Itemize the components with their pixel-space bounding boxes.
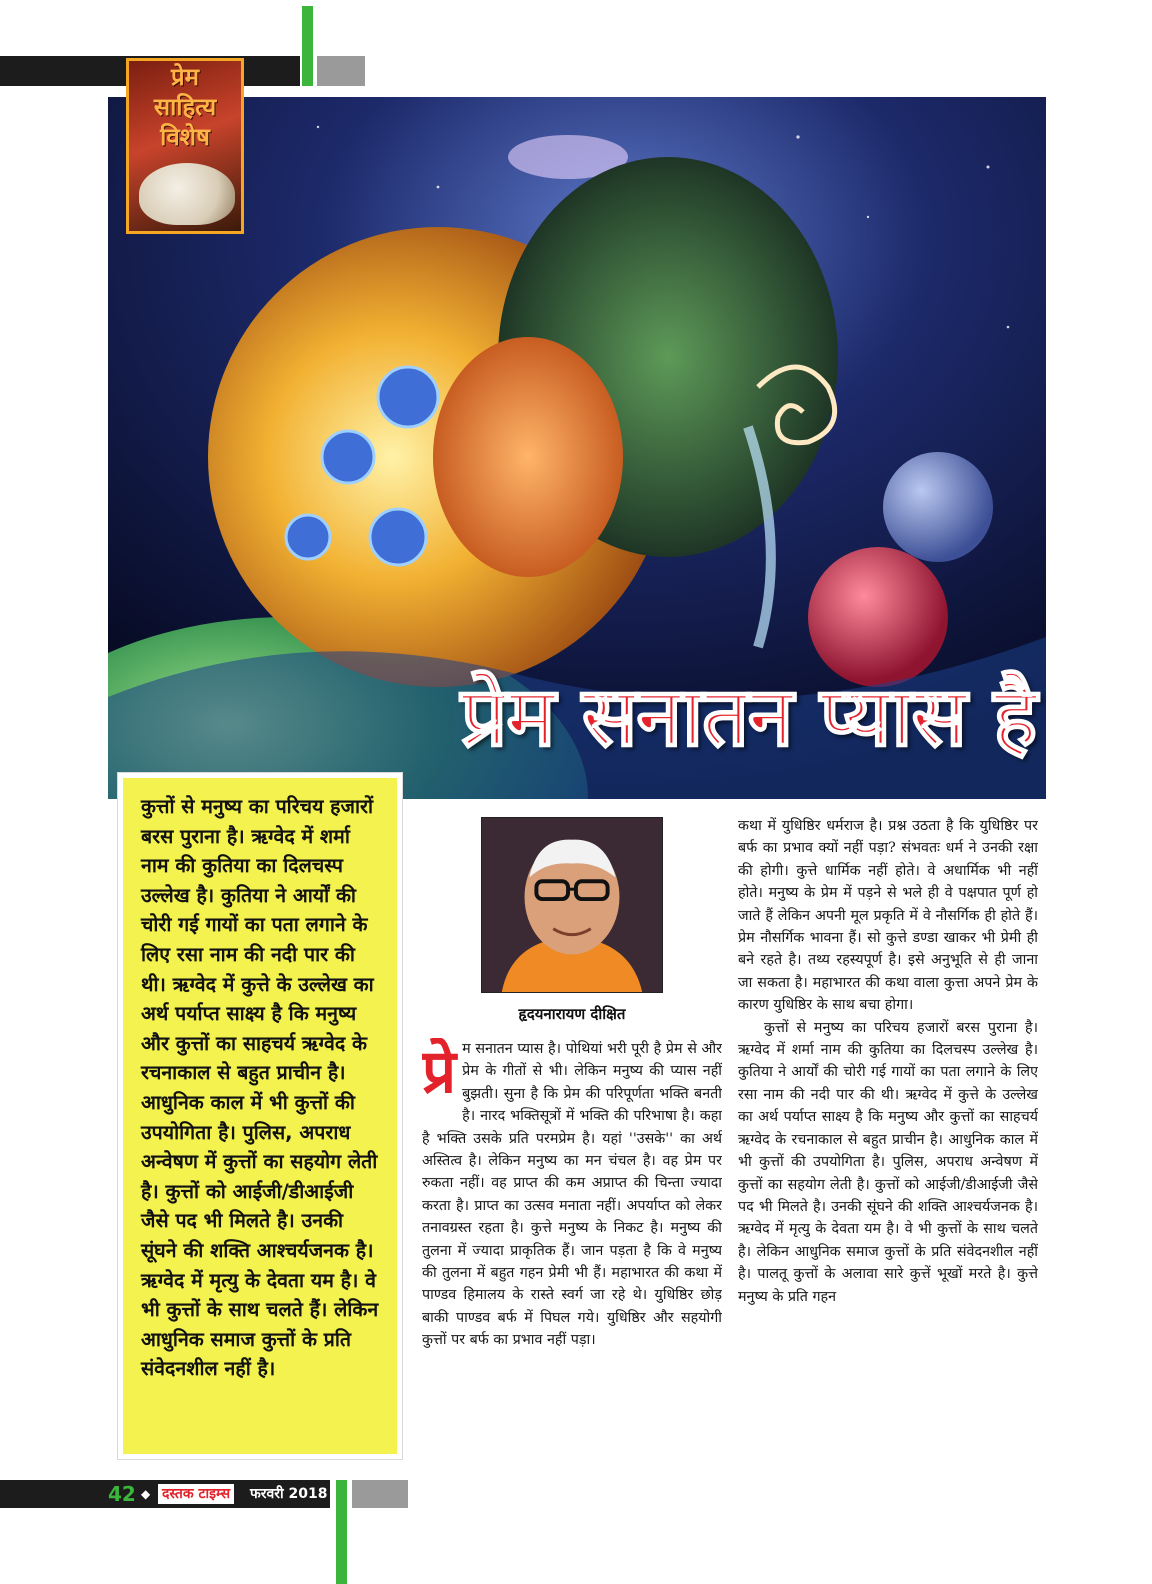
badge-face-image xyxy=(139,163,235,225)
header-grey-bar xyxy=(317,56,365,86)
article-paragraph-2: कथा में युधिष्ठिर धर्मराज है। प्रश्न उठता है कि युधिष्ठिर पर बर्फ का प्रभाव क्यों नहीं पड़ा? संभवतः धर्म ने उनकी रक्षा की होगी। कुत्ते धार्मिक नहीं होते। वे अधार्मिक भी नहीं होते। मनुष्य के प्रेम में पड़ने से भले ही वे पक्षपात पूर्ण हो जाते हैं लेकिन अपनी मूल प्रकृति में वे नौसर्गिक ही होते हैं। प्रेम नौसर्गिक भावना हैं। सो कुत्ते डण्डा खाकर भी प्रेमी ही बने रहते है। तथ्य रहस्यपूर्ण है। इसे अनुभूति से ही जाना जा सकता है। महाभारत की कथा वाला कुत्ता अपने प्रेम के कारण युधिष्ठिर के साथ बचा होगा। xyxy=(738,818,1038,1014)
magazine-name: दस्तक टाइम्स xyxy=(158,1484,234,1504)
article-column-right xyxy=(738,815,1038,1465)
badge-line-3: विशेष xyxy=(160,124,210,151)
drop-cap: प्रे xyxy=(422,1038,457,1107)
page-number: 42 xyxy=(108,1482,136,1506)
badge-line-2: साहित्य xyxy=(153,94,217,121)
article-paragraph-1-text: म सनातन प्यास है। पोथियां भरी पूरी है प्रेम से और प्रेम के गीतों से भी। लेकिन मनुष्य की प्यास नहीं बुझती। सुना है कि प्रेम की परिपूर्णता भक्ति बनती है। नारद भक्तिसूत्रों में भक्ति की परिभाषा है। कहा है भक्ति उसके प्रति परमप्रेम है। यहां ''उसके'' का अर्थ अस्तित्व है। लेकिन मनुष्य का मन चंचल है। वह प्रेम पर रुकता नहीं। वह प्राप्त की कम अप्राप्त की चिन्ता ज्यादा करता है। प्राप्त का उत्सव मनाता नहीं। अपर्याप्त को लेकर तनावग्रस्त रहता है। कुत्ते मनुष्य के निकट है। मनुष्य की तुलना में ज्यादा प्राकृतिक हैं। जान पड़ता है कि वे मनुष्य की तुलना में बहुत गहन प्रेमी भी हैं। महाभारत की कथा में पाण्डव हिमालय के रास्ते स्वर्ग जा रहे थे। युधिष्ठिर छोड़ बाकी पाण्डव बर्फ में पिघल गये। युधिष्ठिर और सहयोगी कुत्तों पर बर्फ का प्रभाव नहीं पड़ा। xyxy=(422,1041,722,1349)
author-name: हृदयनारायण दीक्षित xyxy=(518,1005,626,1023)
author-portrait xyxy=(482,818,662,992)
article-paragraph-3: कुत्तों से मनुष्य का परिचय हजारों बरस पुराना है। ऋग्वेद में शर्मा नाम की कुतिया का दिलचस्प उल्लेख है। कुतिया ने आर्यों की चोरी गई गायों का पता लगाने के लिए रसा नाम की नदी पार की थी। ऋग्वेद में कुत्ते के उल्लेख का अर्थ पर्याप्त साक्ष्य है कि मनुष्य और कुत्तों का साहचर्य ऋग्वेद के रचनाकाल से बहुत प्राचीन है। आधुनिक काल में भी कुत्तों की उपयोगिता है। पुलिस, अपराध अन्वेषण में कुत्तों का सहयोग लेती है। कुत्तों को आईजी/डीआईजी जैसे पद भी मिलते है। उनकी सूंघने की शक्ति आश्चर्यजनक है। ऋग्वेद में मृत्यु के देवता यम है। वे भी कुत्तों के साथ चलते है। लेकिन आधुनिक समाज कुत्तों के प्रति संवेदनशील नहीं है। पालतू कुत्तों के अलावा सारे कुत्तें भूखों मरते है। कुत्ते मनुष्य के प्रति गहन xyxy=(738,1019,1038,1305)
footer-separator: ◆ xyxy=(141,1487,151,1501)
issue-date: फरवरी 2018 xyxy=(250,1486,328,1502)
article-headline: प्रेम सनातन प्यास है xyxy=(460,670,1036,765)
footer-green-bar xyxy=(336,1480,347,1584)
pull-quote-box xyxy=(118,773,402,1459)
section-badge xyxy=(126,58,244,234)
pull-quote-text: कुत्तों से मनुष्य का परिचय हजारों बरस पुराना है। ऋग्वेद में शर्मा नाम की कुतिया का दिलचस्प उल्लेख है। कुतिया ने आर्यों की चोरी गई गायों का पता लगाने के लिए रसा नाम की नदी पार की थी। ऋग्वेद में कुत्ते के उल्लेख का अर्थ पर्याप्त साक्ष्य है कि मनुष्य और कुत्तों का साहचर्य ऋग्वेद के रचनाकाल से बहुत प्राचीन है। आधुनिक काल में भी कुत्तों की उपयोगिता है। पुलिस, अपराध अन्वेषण में कुत्तों का सहयोग लेती है। कुत्तों को आईजी/डीआईजी जैसे पद भी मिलते है। उनकी सूंघने की शक्ति आश्चर्यजनक है। ऋग्वेद में मृत्यु के देवता यम है। वे भी कुत्तों के साथ चलते हैं। लेकिन आधुनिक समाज कुत्तों के प्रति संवेदनशील नहीं है। xyxy=(141,795,379,1381)
article-column-middle xyxy=(422,1038,722,1462)
badge-line-1: प्रेम xyxy=(170,64,199,91)
author-photo xyxy=(481,817,663,993)
section-badge-label xyxy=(129,63,241,153)
article-paragraph-1 xyxy=(422,1038,722,1352)
header-green-bar xyxy=(302,6,313,86)
footer-grey-bar xyxy=(352,1480,408,1508)
